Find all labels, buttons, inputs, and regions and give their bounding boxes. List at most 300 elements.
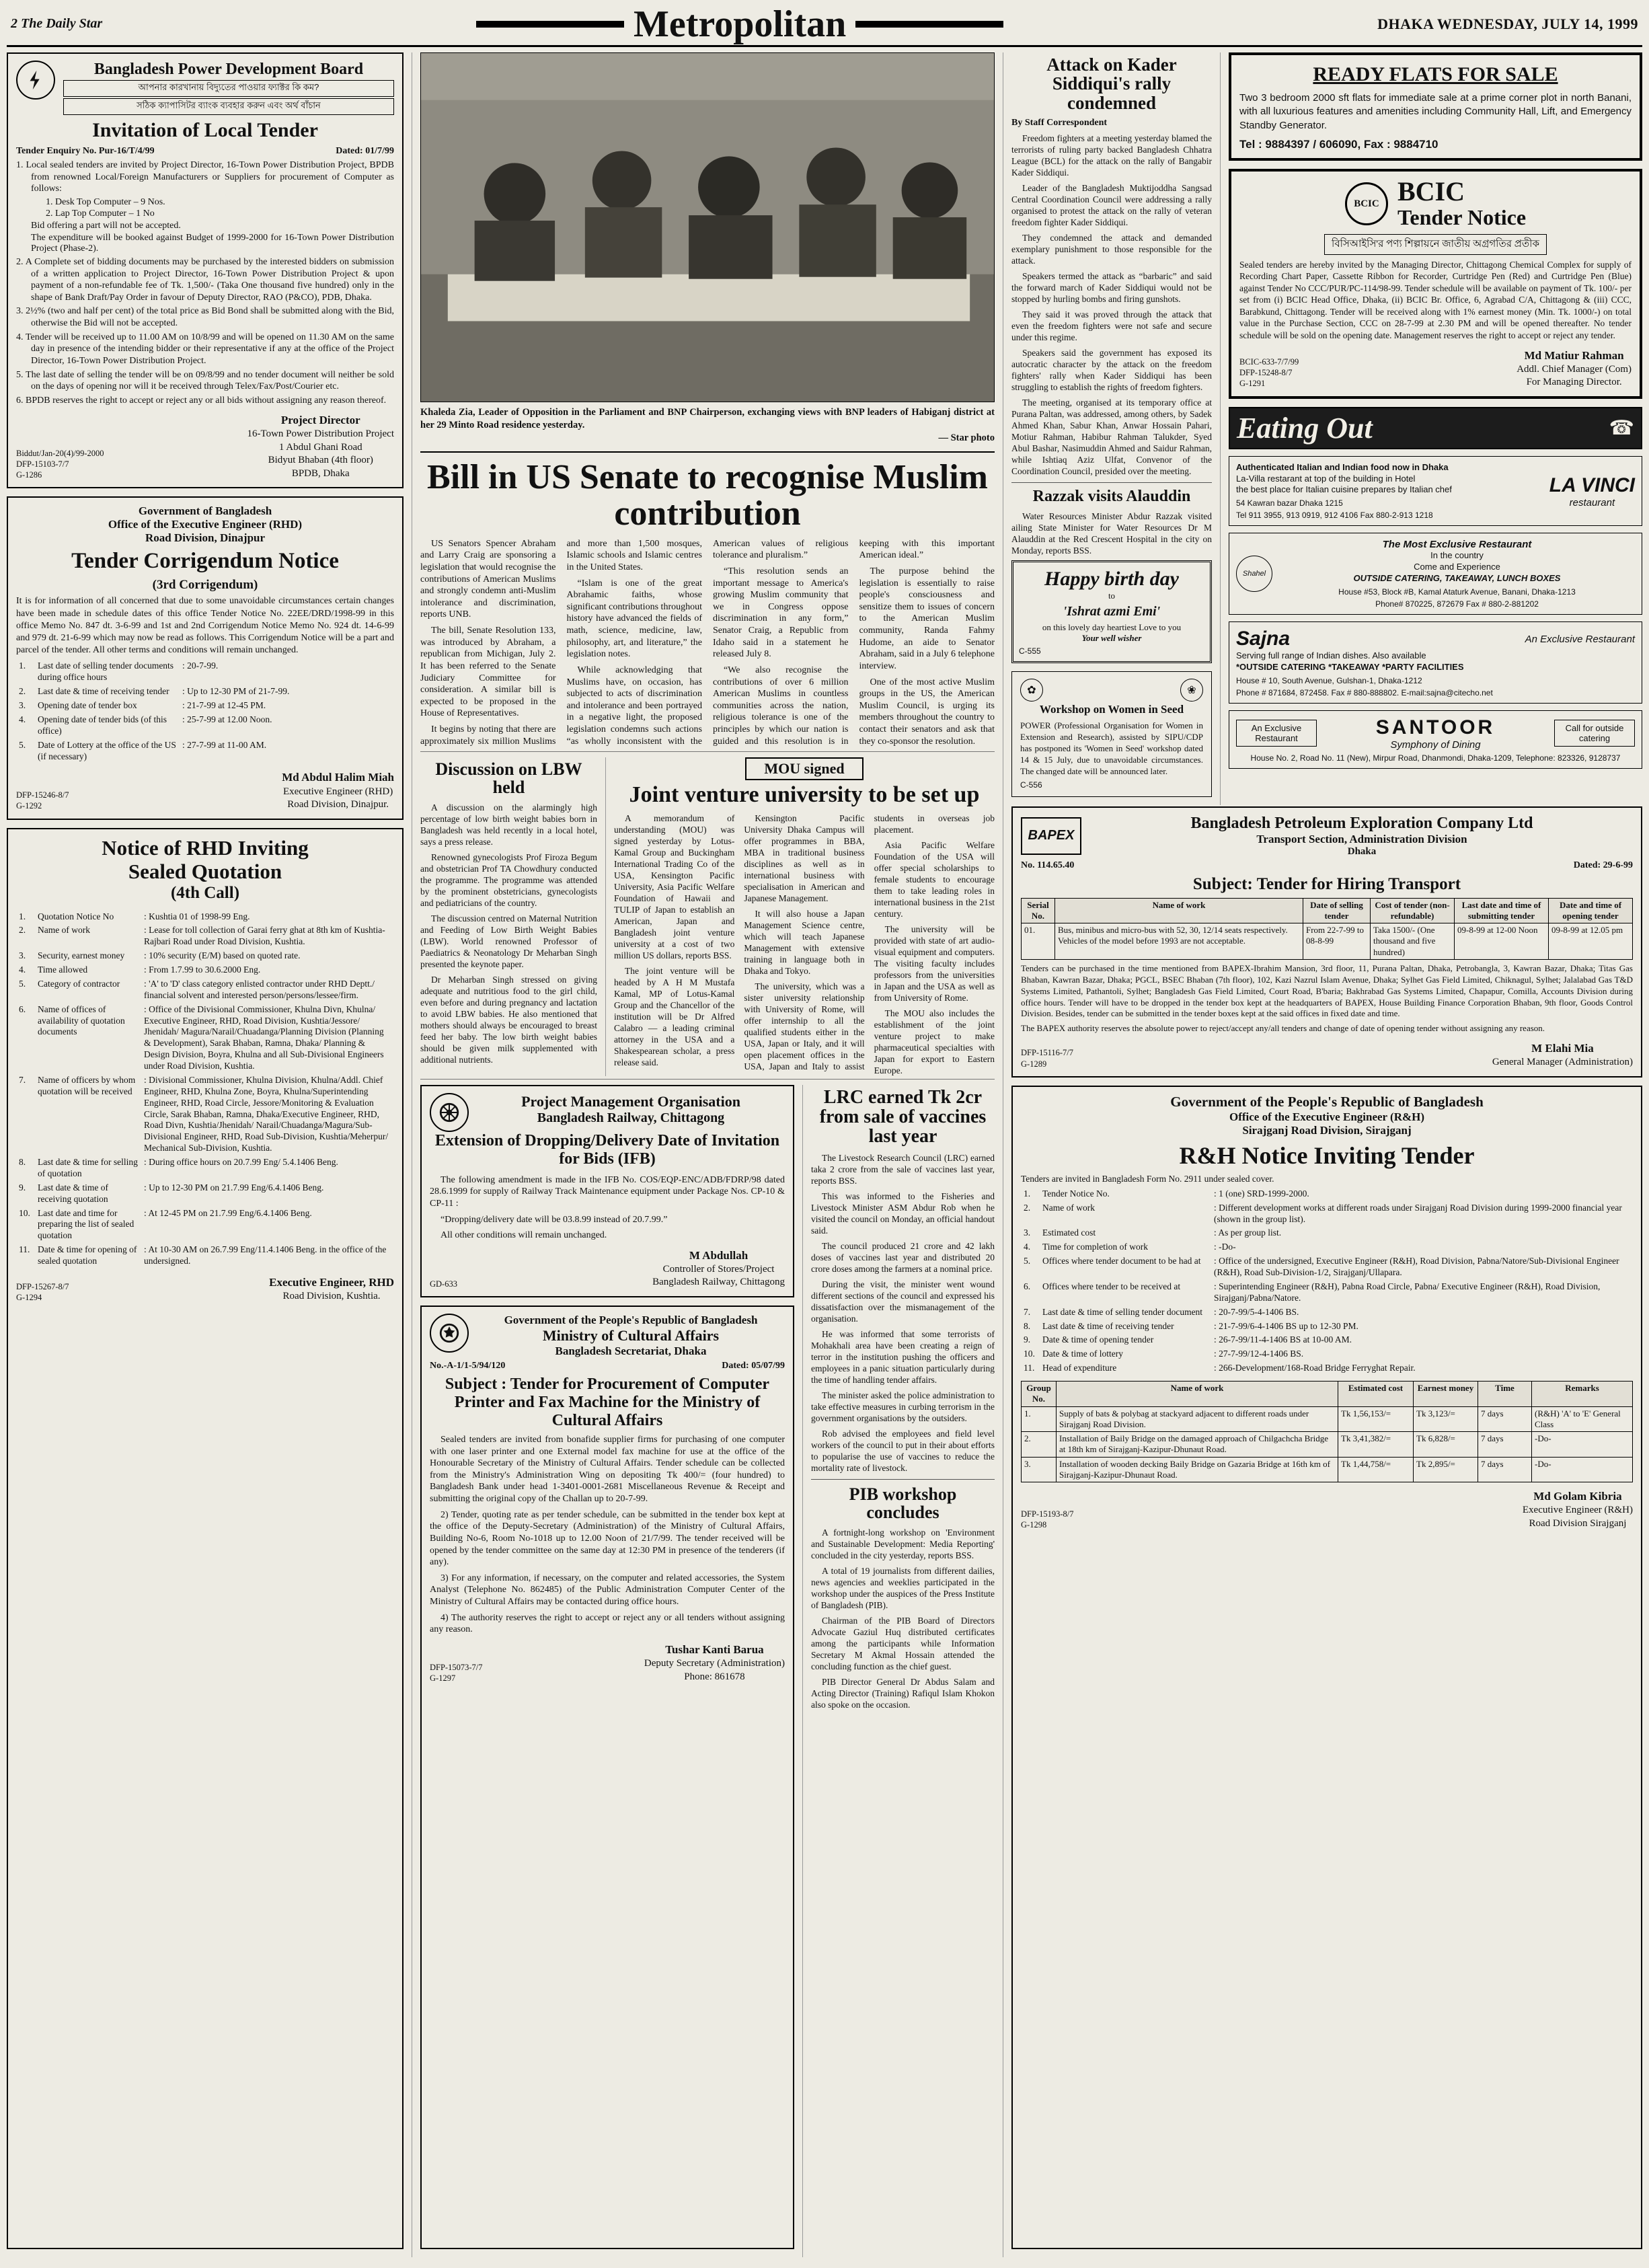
text-line: Md Golam Kibria [1533, 1490, 1622, 1503]
text-line: Bidyut Bhaban (4th floor) [268, 455, 373, 466]
table-cell: Estimated cost [1338, 1382, 1414, 1406]
bapex-para: Tenders can be purchased in the time mentioned from BAPEX-Ibrahim Mansion, 3rd floor, 11, Purana Paltan, Dhaka, Petrobangla, 3, Kawran Bazar, Dhaka; Titas Gas Bhaban, Kawran Bazar, Dhaka; PGCL, BSEC Bhaban (7th floor), 102, Kazi Nazrul Islam Avenue, Dhaka; Sylhet Gas Field Limited, Chiknagul, Sylhet; Jalalabad Gas T&D Systems Limited, Pathantoli, Sylhet; Bangladesh Gas Field Limited, Court Road, B'baria; Bakhrabad Gas Systems Limited, Chapapur, Comilla, Accounts Division during office hours. Tender will have to be dropped in the tender box kept at the headquarters of BAPEX, House Building Finance Corporation Bhaban, 9th floor, Goods Control Division. Besides, tender can be submitted in the tender boxes kept at the said offices in fixed date and time. [1021, 962, 1633, 1019]
flats-ad [1229, 52, 1642, 161]
text-line: Addl. Chief Manager (Com) [1517, 363, 1632, 375]
cultural-memo-no: No.-A-1/1-5/94/120 [430, 1360, 506, 1371]
cultural-body [430, 1434, 785, 1636]
power-logo-icon: ✿ [1020, 679, 1043, 702]
table-cell: 3. [1022, 1458, 1057, 1482]
table-cell: -Do- [1532, 1432, 1633, 1457]
senate-article [420, 451, 995, 749]
santoor-tagline: Symphony of Dining [1390, 739, 1481, 751]
flats-body: Two 3 bedroom 2000 sft flats for immediate sale at a prime corner plot in north Banani, with all luxurious features and amenities including Community Hall, Lift, and Emergency Standby Generator. [1239, 92, 1632, 131]
table-row [1021, 1306, 1633, 1320]
razzak-article [1011, 488, 1212, 556]
table-cell: Installation of Baily Bridge on the damaged approach of Chilgachcha Bridge at 18th km of Sirajganj-Kazipur-Dhunaut Road. [1057, 1432, 1338, 1457]
attack-byline: By Staff Correspondent [1011, 118, 1108, 128]
text-line: DFP-15246-8/7 [16, 790, 69, 800]
page-content [7, 47, 1642, 2257]
table-cell: : At 10-30 AM on 26.7.99 Eng/11.4.1406 Beng. in the office of the undersigned. [141, 1243, 394, 1269]
shahel-logo [1236, 556, 1272, 592]
table-cell: 11. [1024, 1363, 1035, 1373]
bpdb-slogan-line2: সঠিক ক্যাপাসিটর ব্যাংক ব্যবহার করুন এবং অর্থ বাঁচান [63, 98, 394, 115]
bapex-dated: Dated: 29-6-99 [1573, 860, 1633, 870]
text-line: Md Abdul Halim Miah [282, 771, 394, 784]
corr-signature [282, 770, 394, 811]
table-row [1021, 1431, 1633, 1457]
cultural-secretariat: Bangladesh Secretariat, Dhaka [555, 1344, 707, 1357]
lrc-body [811, 1152, 995, 1474]
paper-name-page-number: 2 The Daily Star [11, 16, 103, 31]
table-row [16, 1156, 394, 1181]
table-cell: Last date of selling tender documents during office hours [38, 660, 174, 683]
bcic-brand: BCIC [1397, 176, 1465, 206]
table-cell: Date & time of lottery [1042, 1349, 1123, 1359]
rh-intro: Tenders are invited in Bangladesh Form No. 2911 under sealed cover. [1021, 1173, 1274, 1184]
corrigendum-notice [7, 496, 404, 819]
table-cell: : 1 (one) SRD-1999-2000. [1211, 1187, 1633, 1201]
lrc-headline: LRC earned Tk 2cr from sale of vaccines last year [819, 1086, 987, 1147]
table-cell: 09-8-99 at 12-00 Noon [1455, 923, 1549, 959]
text-line: “Islam is one of the great Abrahamic faiths, whose significant contributions throughout history have advanced the fields of math, science, medicine, law, philosophy, art, and literature,” the legislation notes. [566, 578, 702, 660]
text-line: The university, which was a sister university relationship with University of Rome, will offer internship to all the qualified students either in the USA, Japan or Italy, and it will open placement offices in the USA, Japan and Italy to assist students in overseas job placement. [744, 812, 995, 1071]
lbw-article [420, 757, 606, 1076]
rh-items [1021, 1187, 1633, 1375]
table-cell: Tk 1,56,153/= [1338, 1407, 1414, 1432]
table-cell: : 27-7-99 at 11-00 AM. [180, 739, 394, 764]
table-cell: 7. [1024, 1306, 1031, 1317]
photo-credit: — Star photo [938, 432, 995, 443]
table-row [16, 1243, 394, 1269]
table-cell: Time allowed [38, 965, 88, 975]
table-cell: 5. [19, 739, 26, 750]
attack-article [1011, 55, 1212, 477]
text-line: They condemned the attack and demanded exemplary punishment to those responsible for the attack. [1011, 233, 1212, 266]
table-row [1021, 1381, 1633, 1406]
bcic-logo [1345, 182, 1388, 225]
lavinci-address: 54 Kawran bazar Dhaka 1215 [1236, 498, 1343, 508]
table-cell: Earnest money [1414, 1382, 1478, 1406]
shahel-logo-text: Shahel [1242, 570, 1266, 578]
table-row [16, 685, 394, 699]
text-line: 1 Abdul Ghani Road [278, 441, 362, 453]
text-line: BPDB, Dhaka [291, 467, 350, 479]
table-cell: Installation of wooden decking Baily Bridge on Gazaria Bridge at 16th km of Sirajganj-Kazipur-Dhunaut Road. [1057, 1458, 1338, 1482]
railway-signature [652, 1248, 785, 1289]
table-row [1021, 1333, 1633, 1347]
masthead [7, 5, 1642, 47]
razzak-body [1011, 511, 1212, 556]
text-line: “This resolution sends an important message to America's growing Muslim community that we in Congress oppose discrimination in any form,” Senator Craig, a Republic from Idaho said in a statement he released July 8. [713, 566, 849, 660]
table-cell: 6. [1024, 1281, 1031, 1291]
rh-title: R&H Notice Inviting Tender [1179, 1141, 1475, 1169]
text-line: Speakers termed the attack as “barbaric” and said the forward march of Kader Siddiqui would not be stopped by hurling bombs and firing gunshots. [1011, 271, 1212, 305]
rh-office: Office of the Executive Engineer (R&H) [1229, 1110, 1425, 1123]
rhd-signature [269, 1275, 394, 1303]
text-line: The meeting, organised at its temporary office at Purana Paltan, was addressed, among others, by Sadek Ahmed Khan, Sabur Khan, Anwar Hossain Pahari, Motiur Rahman, Habibur Rahman Talukder, Syed Abul Bashar, Nasimuddin Ahmed and Saidur Rahman, while Ishtiaq Aziz Ulfat, Convenor of the Coordination Council, presided over the meeting. [1011, 398, 1212, 477]
table-cell: (R&H) 'A' to 'E' General Class [1532, 1407, 1633, 1432]
text-line: Asia Pacific Welfare Foundation of the USA will offer special scholarships to female students to encourage them to take leading roles in international business in the 21st century. [874, 839, 995, 919]
table-cell: Remarks [1532, 1382, 1633, 1406]
bcic-title: Tender Notice [1397, 204, 1527, 229]
text-line: A memorandum of understanding (MOU) was signed yesterday by Lotus-Kamal Group and Buckingham International Trading Co of the USA, Kensington Pacific University, Asia Pacific Welfare Foundation of Hawaii and TULIP of Japan to establish an American, Japan and Bangladesh joint venture university at a cost of two million US dollars, reports BSS. [614, 812, 735, 960]
eating-out-banner [1229, 407, 1642, 449]
bottom-right-stack [802, 1085, 995, 2257]
text-line: Road Division, Dinajpur. [287, 799, 389, 810]
attack-body [1011, 133, 1212, 477]
text-line: It will also house a Japan Management Science centre, which will teach Japanese Management with extensive training in language both in Dhaka and Tokyo. [744, 908, 865, 976]
table-cell: 5. [1024, 1256, 1031, 1267]
birthday-title: Happy birth day [1044, 568, 1179, 591]
bapex-city: Dhaka [1347, 845, 1377, 857]
table-row [16, 659, 394, 685]
rhd-title-line3: (4th Call) [170, 883, 240, 902]
sajna-tagline: An Exclusive Restaurant [1525, 633, 1635, 645]
sajna-address: House # 10, South Avenue, Gulshan-1, Dhaka-1212 [1236, 675, 1422, 685]
table-cell: Last date & time for selling of quotation [38, 1157, 138, 1178]
text-line: The bill, Senate Resolution 133, was introduced by Abraham, a republican from Michigan, July 2. It has been referred to the Senate Judiciary Committee for consideration. A similar bill is expected to be proposed in the House of Representatives. [420, 626, 556, 719]
table-cell: 8. [1024, 1320, 1031, 1331]
bpdb-sub-items [16, 197, 394, 219]
mou-article [614, 757, 995, 1076]
table-cell: 9. [19, 1182, 26, 1193]
table-cell: Time for completion of work [1042, 1242, 1148, 1252]
table-cell: : Up to 12-30 PM of 21-7-99. [180, 685, 394, 699]
text-line: DFP-15116-7/7 [1021, 1048, 1074, 1058]
birthday-to: to [1108, 591, 1116, 601]
senate-body [420, 538, 995, 749]
text-line: A total of 19 journalists from different dailies, news agencies and weeklies participated in the workshop under the auspices of the Press Institute of Bangladesh (PIB). [811, 1566, 995, 1611]
bpdb-tender-notice [7, 52, 404, 488]
bcic-signature [1517, 348, 1632, 389]
table-cell: Tk 6,828/= [1414, 1432, 1478, 1457]
text-line: Road Division Sirajganj [1529, 1517, 1627, 1529]
birthday-message: on this lovely day heartiest Love to you [1042, 622, 1182, 633]
table-row [16, 949, 394, 963]
shahel-line3: Come and Experience [1414, 562, 1500, 572]
table-cell: 2. [19, 686, 26, 697]
table-cell: : 27-7-99/12-4-1406 BS. [1211, 1347, 1633, 1361]
mid-row [420, 751, 995, 1076]
text-line: The discussion centred on Maternal Nutrition and Feeding of Low Birth Weight Babies (LBW). World renowned Professor of Paediatrics & Neonatology Dr Meharban Singh presented the keynote paper. [420, 913, 597, 970]
railway-ref: GD-633 [430, 1279, 457, 1289]
table-cell: Group No. [1022, 1382, 1057, 1406]
table-cell: Estimated cost [1042, 1227, 1096, 1238]
santoor-ad [1229, 710, 1642, 769]
table-cell: Security, earnest money [38, 950, 125, 961]
bpdb-item: 5. The last date of selling the tender will be on 09/8/99 and no tender document will neither be sold on the days of opening nor will it be received through Telex/Fax/Post/Courier etc. [16, 369, 394, 392]
banner-rule-right [855, 21, 1003, 28]
text-line: A fortnight-long workshop on 'Environment and Sustainable Development: Media Reporting' concluded in the city yesterday, reports BSS. [811, 1527, 995, 1561]
pib-body [811, 1527, 995, 1710]
sajna-phone: Phone # 871684, 872458. Fax # 880-888802. E-mail:sajna@citecho.net [1236, 687, 1493, 697]
table-cell: Date and time of opening tender [1549, 899, 1633, 923]
table-row [1021, 923, 1633, 960]
table-cell: : 'A' to 'D' class category enlisted contractor under RHD Deptt./ financial solvent and interested person/persons/lessee/firm. [141, 977, 394, 1003]
corr-gov: Government of Bangladesh [138, 504, 272, 518]
shahel-line1: The Most Exclusive Restaurant [1382, 539, 1532, 551]
text-line: G-1298 [1021, 1519, 1047, 1529]
corr-subtitle: (3rd Corrigendum) [152, 578, 258, 593]
bpdb-item: 4. Tender will be received up to 11.00 AM on 10/8/99 and will be opened on 11.30 AM on the same day in presence of the intending bidder or their representative if any at the office of the Project Director, 16-Town Power Distribution Project. [16, 332, 394, 366]
text-line: Kensington Pacific University Dhaka Campus will offer programmes in BBA, MBA in traditional business disciplines as well as in international business with specialisation in American and Japanese Management. [744, 812, 865, 903]
text-line: Road Division, Kushtia. [282, 1291, 381, 1301]
table-row [16, 963, 394, 977]
table-cell: Last date and time of submitting tender [1455, 899, 1549, 923]
news-column [1011, 52, 1212, 805]
table-cell: Bus, minibus and micro-bus with 52, 30, 12/14 seats respectively. Vehicles of the model before 1993 are not acceptable. [1055, 923, 1303, 959]
railway-org1: Project Management Organisation [521, 1092, 740, 1110]
text-line: It begins by noting that there are approximately six million Muslims and more than 1,500 mosques, Islamic schools and Islamic centres in the United States. [420, 538, 702, 747]
bpdb-dated: Dated: 01/7/99 [336, 146, 394, 156]
cultural-gov: Government of the People's Republic of Bangladesh [504, 1313, 758, 1326]
pib-headline: PIB workshop concludes [849, 1484, 957, 1522]
bcic-logo-text: BCIC [1354, 198, 1379, 209]
table-cell: 6. [19, 1004, 26, 1014]
table-cell: 3. [19, 700, 26, 711]
lavinci-brand: LA VINCI [1549, 474, 1635, 496]
santoor-right-label: Call for outside catering [1554, 720, 1635, 747]
text-line: G-1291 [1239, 379, 1266, 389]
table-row [16, 910, 394, 924]
table-cell: : 21-7-99 at 12-45 PM. [180, 699, 394, 713]
text-line: G-1292 [16, 801, 42, 811]
phone-icon: ☎ [1609, 416, 1634, 439]
text-line: M Abdullah [689, 1248, 749, 1262]
right-top-row [1011, 52, 1642, 805]
table-cell: : During office hours on 20.7.99 Eng/ 5.4.1406 Beng. [141, 1156, 394, 1181]
bpdb-slogan-line1: আপনার কারখানায় বিদ্যুতের পাওয়ার ফ্যাক্টর কি কম? [63, 80, 394, 97]
lavinci-line3: the best place for Italian cuisine prepares by Italian chef [1236, 484, 1452, 495]
santoor-left-label: An Exclusive Restaurant [1236, 720, 1317, 747]
table-cell: 1. [19, 911, 26, 921]
text-line: Executive Engineer (R&H) [1522, 1505, 1633, 1516]
table-row [1021, 1201, 1633, 1227]
table-cell: Offices where tender to be received at [1042, 1281, 1181, 1291]
text-line: G-1289 [1021, 1059, 1047, 1069]
text-line: 2) Tender, quoting rate as per tender schedule, can be submitted in the tender box kept at the office of the Deputy-Secretary (Administration) of the Ministry of Cultural Affairs, Building No-6, Room No-1018 up to 12.00 Noon of 21/7/99. The tender received will be opened by the tender committee on the same day at 12:30 PM in presence of the tenderers (if any). [430, 1509, 785, 1568]
sajna-line2: *OUTSIDE CATERING *TAKEAWAY *PARTY FACILITIES [1236, 661, 1464, 672]
table-cell: Tk 3,41,382/= [1338, 1432, 1414, 1457]
text-line: Bangladesh Railway, Chittagong [652, 1277, 785, 1288]
bpdb-notice-title: Invitation of Local Tender [92, 119, 318, 141]
santoor-brand: SANTOOR [1375, 716, 1496, 739]
table-cell: 7. [19, 1074, 26, 1085]
bapex-dept: Transport Section, Administration Division [1256, 832, 1467, 845]
table-cell: Tk 1,44,758/= [1338, 1458, 1414, 1482]
text-line: 4) The authority reserves the right to accept or reject any or all tenders without assigning any reason. [430, 1612, 785, 1635]
bapex-para: The BAPEX authority reserves the absolute power to reject/accept any/all tenders and change of date of opening tender without assigning any reason. [1021, 1023, 1545, 1034]
table-cell: Tender Notice No. [1042, 1188, 1110, 1199]
rh-group-table [1021, 1381, 1633, 1482]
table-cell: 4. [19, 714, 26, 724]
table-cell: : 20-7-99/5-4-1406 BS. [1211, 1306, 1633, 1320]
text-line: G-1294 [16, 1293, 42, 1303]
text-line: “Dropping/delivery date will be 03.8.99 instead of 20.7.99.” [440, 1214, 668, 1225]
table-cell: : 21-7-99/6-4-1406 BS up to 12-30 PM. [1211, 1320, 1633, 1334]
rhd-quotation-notice [7, 828, 404, 2250]
table-cell: Name of offices of availability of quotation documents [38, 1004, 125, 1037]
senate-headline: Bill in US Senate to recognise Muslim contribution [427, 457, 988, 533]
cultural-affairs-notice [420, 1306, 794, 2249]
table-cell: 10. [19, 1207, 30, 1218]
table-cell: : Office of the undersigned, Executive Engineer (R&H), Road Division, Pabna/Natore/Sub-Divisional Engineer (R&H), Road Sub-Division-1/2, Sirajganj/Ullapara. [1211, 1254, 1633, 1280]
table-cell: 1. [1024, 1188, 1031, 1199]
lrc-article [811, 1088, 995, 1474]
table-cell: : At 12-45 PM on 21.7.99 Eng/6.4.1406 Beng. [141, 1207, 394, 1244]
bapex-logo-text: BAPEX [1028, 828, 1075, 843]
santoor-address: House No. 2, Road No. 11 (New), Mirpur Road, Dhanmondi, Dhaka-1209, Telephone: 823326, 9128737 [1250, 753, 1621, 763]
table-cell: Serial No. [1022, 899, 1055, 923]
corr-schedule-rows [16, 659, 394, 763]
razzak-headline: Razzak visits Alauddin [1032, 488, 1191, 506]
table-row [1021, 1347, 1633, 1361]
table-cell: 1. [1022, 1407, 1057, 1432]
table-cell: Last date & time of selling tender document [1042, 1306, 1203, 1317]
table-cell: 10. [1024, 1349, 1035, 1359]
text-line: General Manager (Administration) [1492, 1057, 1633, 1068]
table-row [16, 739, 394, 764]
text-line: 3) For any information, if necessary, on the computer and related accessories, the System Analyst (Telephone No. 862485) of the Public Administration Computer Center of the Ministry of Cultural Affairs may be contacted during office hours. [430, 1573, 785, 1608]
text-line: The Livestock Research Council (LRC) earned taka 2 crore from the sale of vaccines last year, reports BSS. [811, 1152, 995, 1186]
bpdb-org-name: Bangladesh Power Development Board [93, 61, 364, 78]
text-line: Sealed tenders are invited from bonafide supplier firms for purchasing of one computer with one laser printer and one External model fax machine for use at the office of the Honourable Secretary of the Ministry of Cultural Affairs. Tender schedule can be collected from the Ministry's Administration Wing on depositing Tk 400/= (four hundred) to Bangladesh Bank under head 1-3401-0001-2681 Miscellaneous Revenue & Receipt and submitting the original copy of the Challan up to 20-7-99. [430, 1434, 785, 1505]
text-line: Bid offering a part will not be accepted. [31, 220, 181, 231]
table-cell: Opening date of tender bids (of this office) [38, 714, 167, 736]
text-line: Freedom fighters at a meeting yesterday blamed the terrorists of ruling party backed Bangladesh Chhatra League (BCL) for the attack on the rally of Bangabir Kader Siddiqui. [1011, 133, 1212, 178]
center-column [412, 52, 1003, 2257]
cultural-signature [644, 1642, 785, 1684]
text-line: Renowned gynecologists Prof Firoza Begum and obstetrician Prof TA Chowdhury conducted the programme. The programme was attended by the prominent obstetricians, gynecologists and pediatricians of the country. [420, 852, 597, 909]
text-line: The expenditure will be booked against Budget of 1999-2000 for 16-Town Power Distribution Project (Phase-2). [31, 232, 394, 254]
table-cell: Last date & time of receiving quotation [38, 1182, 108, 1204]
text-line: Leader of the Bangladesh Muktijoddha Sangsad Central Coordination Council were addressing a rally organised to protest the attack on the rally of veteran freedom fighter Kader Siddiqui. [1011, 183, 1212, 228]
table-cell: 11. [19, 1244, 30, 1255]
text-line: DFP-15073-7/7 [430, 1662, 483, 1672]
table-cell: : From 1.7.99 to 30.6.2000 Eng. [141, 963, 394, 977]
corr-refs [16, 790, 69, 812]
bpdb-item: 1. Local sealed tenders are invited by Project Director, 16-Town Power Distribution Project, BPDB from renowned Local/Foreign Manufacturers or Suppliers for procurement of Computer as follows: [16, 160, 394, 194]
text-line: DFP-15103-7/7 [16, 459, 69, 469]
cultural-dated: Dated: 05/07/99 [722, 1360, 785, 1371]
right-region [1011, 52, 1642, 2257]
table-cell: Supply of bats & polybag at stackyard adjacent to different roads under Sirajganj Road Division. [1057, 1407, 1338, 1432]
text-line: A discussion on the alarmingly high percentage of low birth weight babies born in Bangladesh was held recently in a local hotel, says a press release. [420, 802, 597, 847]
sajna-ad [1229, 621, 1642, 704]
table-cell: 3. [19, 950, 26, 961]
table-cell: Name of work [1055, 899, 1303, 923]
table-row [1021, 1361, 1633, 1375]
table-cell: -Do- [1532, 1458, 1633, 1482]
table-cell: : 10% security (E/M) based on quoted rate. [141, 949, 394, 963]
text-line: Project Director [280, 414, 360, 427]
table-cell: Date & time for opening of sealed quotation [38, 1244, 137, 1267]
workshop-title: Workshop on Women in Seed [1039, 703, 1184, 716]
table-cell: 4. [19, 965, 26, 975]
table-cell: Name of work [38, 925, 90, 936]
bpdb-item: 2. A Complete set of bidding documents may be purchased by the interested bidders on submission of a written application to Project Director, 16-Town Power Distribution Project & upon payment of a non-refundable fee of Tk. 1,500/- (Taka One thousand five hundred) only in the shape of Bank Draft/Pay Order in favour of Deputy Director, RAO (P&CO), PDB, Dhaka. [16, 256, 394, 303]
lavinci-line2: La-Villa restarant at top of the building in Hotel [1236, 473, 1416, 484]
govt-crest-icon [430, 1314, 469, 1353]
table-cell: : 266-Development/168-Road Bridge Ferryghat Repair. [1211, 1361, 1633, 1375]
lavinci-brand-sub: restaurant [1569, 496, 1615, 508]
table-cell: Last date and time for preparing the list of sealed quotation [38, 1207, 135, 1241]
rhd-refs [16, 1281, 69, 1303]
table-row [1021, 1240, 1633, 1254]
bapex-refs [1021, 1047, 1073, 1069]
mou-headline: Joint venture university to be set up [629, 782, 980, 807]
text-line: For Managing Director. [1526, 377, 1622, 388]
table-row [16, 699, 394, 713]
cultural-subject: Subject : Tender for Procurement of Computer Printer and Fax Machine for the Ministry of Cultural Affairs [445, 1375, 770, 1429]
table-cell: 9. [1024, 1334, 1031, 1345]
sajna-line1: Serving full range of Indian dishes. Also available [1236, 650, 1426, 661]
table-cell: 7 days [1478, 1432, 1532, 1457]
photo-caption [420, 406, 995, 445]
table-cell: Opening date of tender box [38, 700, 137, 711]
railway-body [430, 1174, 785, 1242]
text-line: Md Matiur Rahman [1524, 348, 1624, 362]
text-line: Phone: 861678 [684, 1671, 745, 1682]
text-line: The council produced 21 crore and 42 lakh doses of vaccines last year and distributed 20 crore doses among the farmers at a nominal price. [811, 1240, 995, 1274]
corr-division: Road Division, Dinajpur [145, 531, 266, 545]
bapex-memo-no: No. 114.65.40 [1021, 860, 1075, 870]
shahel-phone: Phone# 870225, 872679 Fax # 880-2-881202 [1375, 599, 1539, 609]
shahel-ad [1229, 533, 1642, 615]
photo-block [420, 52, 995, 445]
text-line: Tushar Kanti Barua [665, 1642, 764, 1656]
text-line: This was informed to the Fisheries and Livestock Minister ASM Abdur Rob when he visited the council on Monday, an official handout said. [811, 1190, 995, 1236]
lavinci-line1: Authenticated Italian and Indian food now in Dhaka [1236, 461, 1449, 472]
table-cell: 5. [19, 978, 26, 989]
rhd-title-line1: Notice of RHD Inviting [102, 835, 309, 860]
table-cell: 09-8-99 at 12.05 pm [1549, 923, 1633, 959]
cultural-refs [430, 1662, 482, 1684]
table-row [1021, 1320, 1633, 1334]
text-line: All other conditions will remain unchanged. [440, 1230, 607, 1241]
text-line: DFP-15267-8/7 [16, 1282, 69, 1291]
mou-kicker: MOU signed [745, 757, 863, 780]
text-line: The purpose behind the legislation is essentially to raise people's consciousness and sensitize them to issues of concern to the American Muslim community, Randa Fahmy Hudome, an aide to Senator Abraham, said in a July 6 telephone interview. [859, 566, 995, 671]
text-line: DFP-15193-8/7 [1021, 1509, 1074, 1519]
table-cell: From 22-7-99 to 08-8-99 [1303, 923, 1371, 959]
text-line: One of the most active Muslim groups in the US, the American Muslim Council, is urging its members throughout the country to contact their senators and ask that they co-sponsor the resolution. [859, 677, 995, 747]
banner-rule-left [476, 21, 624, 28]
table-cell: Last date & time of receiving tender [38, 686, 169, 697]
table-cell: : Different development works at different roads under Sirajganj Road Division during 1999-2000 financial year (shown in the group list). [1211, 1201, 1633, 1227]
workshop-ref: C-556 [1020, 780, 1042, 790]
table-cell: 4. [1024, 1242, 1031, 1252]
news-photo [420, 52, 995, 402]
table-cell: 8. [19, 1157, 26, 1168]
table-cell: 1. [19, 660, 26, 671]
rh-division: Sirajganj Road Division, Sirajganj [1242, 1123, 1412, 1137]
table-row [16, 1073, 394, 1156]
sajna-brand: Sajna [1236, 628, 1291, 650]
flats-title: READY FLATS FOR SALE [1313, 63, 1558, 85]
table-cell: Date of Lottery at the office of the US (if necessary) [38, 739, 176, 761]
table-cell: Quotation Notice No [38, 911, 114, 921]
bapex-paragraphs [1021, 963, 1633, 1034]
table-row [1021, 1187, 1633, 1201]
corr-office: Office of the Executive Engineer (RHD) [108, 518, 303, 531]
table-cell: Head of expenditure [1042, 1363, 1117, 1373]
table-cell: 2. [19, 925, 26, 936]
bpdb-item: 3. 2½% (two and half per cent) of the total price as Bid Bond shall be submitted along with the Bid, otherwise the Bid will not be accepted. [16, 306, 394, 328]
table-row [16, 1181, 394, 1207]
text-line: DFP-15248-8/7 [1239, 368, 1293, 378]
text-line: The joint venture will be headed by A H M Mustafa Kamal, MP of Lotus-Kamal Group and the Chancellor of the institution will be Dr Alfred Calabro — a leading criminal attorney in the USA and a Shakespearean scholar, a press release said. [614, 965, 735, 1067]
